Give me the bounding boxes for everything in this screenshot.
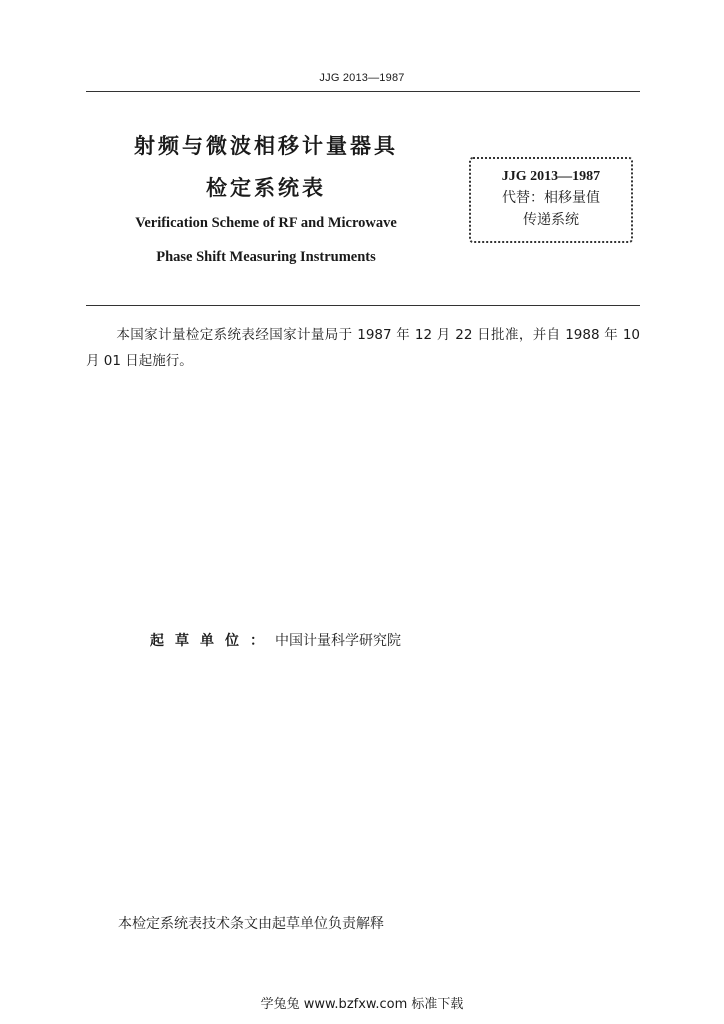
top-rule	[86, 91, 640, 92]
box-replaces-line1: 代替：相移量值	[502, 190, 600, 206]
drafting-label: 起草单位：	[150, 633, 275, 649]
standard-code-box	[469, 157, 633, 243]
interpretation-note: 本检定系统表技术条文由起草单位负责解释	[118, 916, 384, 932]
title-en-line2: Phase Shift Measuring Instruments	[156, 249, 376, 265]
drafting-unit-name: 中国计量科学研究院	[275, 633, 401, 649]
middle-rule	[86, 305, 640, 306]
title-cn-line2: 检定系统表	[206, 176, 326, 200]
box-standard-code: JJG 2013—1987	[501, 169, 601, 184]
box-replaces-line2: 传递系统	[523, 212, 579, 228]
title-en-line1: Verification Scheme of RF and Microwave	[135, 215, 397, 231]
approval-text: 本国家计量检定系统表经国家计量局于 1987 年 12 月 22 日批准，并自 1988 年 10 月 01 日起施行。	[86, 327, 640, 369]
footer-watermark: 学兔兔 www.bzfxw.com 标准下载	[260, 997, 464, 1012]
approval-paragraph	[86, 322, 640, 374]
drafting-unit	[150, 630, 401, 650]
title-cn-line1: 射频与微波相移计量器具	[134, 134, 398, 158]
header-code: JJG 2013—1987	[319, 72, 405, 84]
